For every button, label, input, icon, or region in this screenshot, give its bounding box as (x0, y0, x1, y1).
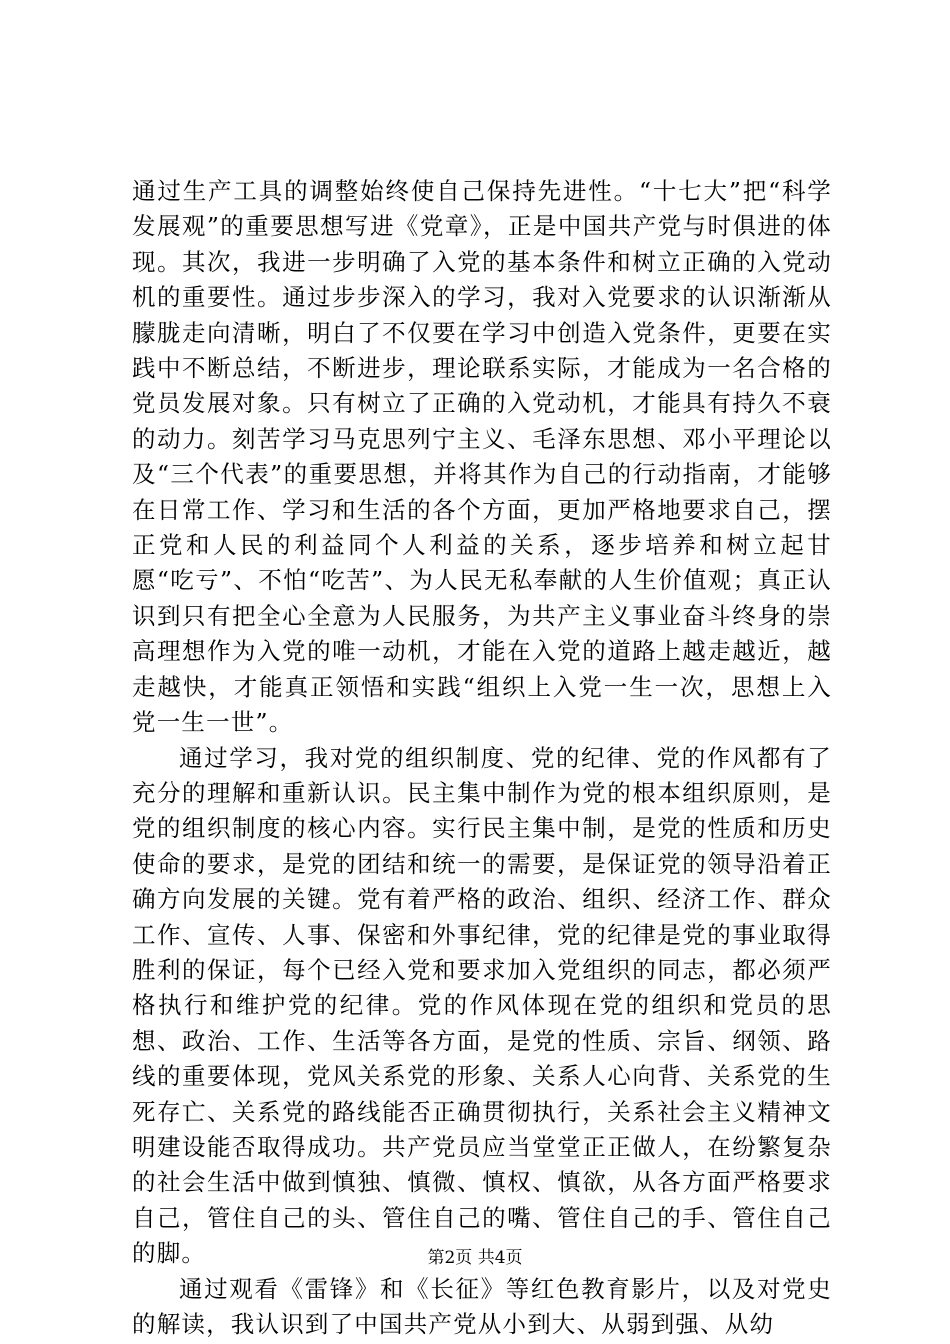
paragraph-3: 通过观看《雷锋》和《长征》等红色教育影片，以及对党史的解读，我认识到了中国共产党从小到大、从弱到强、从幼 (132, 1274, 832, 1338)
paragraph-2: 通过学习，我对党的组织制度、党的纪律、党的作风都有了充分的理解和重新认识。民主集中制作为党的根本组织原则，是党的组织制度的核心内容。实行民主集中制，是党的性质和历史使命的要求，是党的团结和统一的需要，是保证党的领导沿着正确方向发展的关键。党有着严格的政治、组织、经济工作、群众工作、宣传、人事、保密和外事纪律，党的纪律是党的事业取得胜利的保证，每个已经入党和要求加入党组织的同志，都必须严格执行和维护党的纪律。党的作风体现在党的组织和党员的思想、政治、工作、生活等各方面，是党的性质、宗旨、纲领、路线的重要体现，党风关系党的形象、关系人心向背、关系党的生死存亡、关系党的路线能否正确贯彻执行，关系社会主义精神文明建设能否取得成功。共产党员应当堂堂正正做人，在纷繁复杂的社会生活中做到慎独、慎微、慎权、慎欲，从各方面严格要求自己，管住自己的头、管住自己的嘴、管住自己的手、管住自己的脚。 (132, 743, 832, 1268)
document-body (132, 174, 832, 1342)
paragraph-1: 通过生产工具的调整始终使自己保持先进性。“十七大”把“科学发展观”的重要思想写进《党章》，正是中国共产党与时俱进的体现。其次，我进一步明确了入党的基本条件和树立正确的入党动机的重要性。通过步步深入的学习，我对入党要求的认识渐渐从朦胧走向清晰，明白了不仅要在学习中创造入党条件，更要在实践中不断总结，不断进步，理论联系实际，才能成为一名合格的党员发展对象。只有树立了正确的入党动机，才能具有持久不衰的动力。刻苦学习马克思列宁主义、毛泽东思想、邓小平理论以及“三个代表”的重要思想，并将其作为自己的行动指南，才能够在日常工作、学习和生活的各个方面，更加严格地要求自己，摆正党和人民的利益同个人利益的关系，逐步培养和树立起甘愿“吃亏”、不怕“吃苦”、为人民无私奉献的人生价值观；真正认识到只有把全心全意为人民服务，为共产主义事业奋斗终身的崇高理想作为入党的唯一动机，才能在入党的道路上越走越近，越走越快，才能真正领悟和实践“组织上入党一生一次，思想上入党一生一世”。 (132, 177, 832, 737)
page-number-footer: 第2页 共4页 (427, 1248, 523, 1268)
